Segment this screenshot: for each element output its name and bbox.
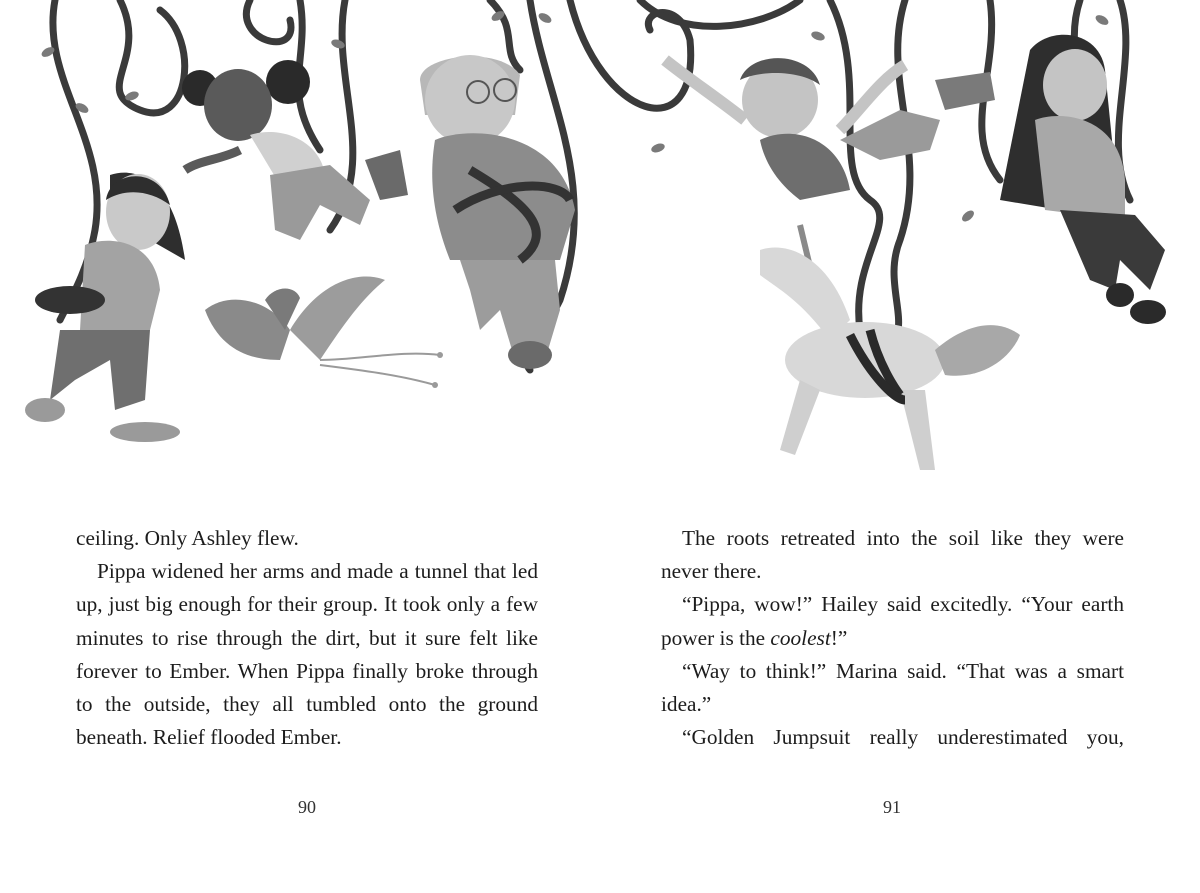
girl-crouching-figure (25, 173, 185, 442)
right-paragraph-4: “Golden Jumpsuit really underestimated you, (682, 725, 1124, 750)
phoenix-figure (205, 277, 443, 388)
right-paragraph-2-end: !” (830, 625, 848, 650)
boy-flying-figure (665, 58, 995, 200)
left-paragraph-2: Pippa widened her arms and made a tunnel that led up, just big enough for their group. It took only a few minutes to rise through the dirt, but it sure felt like forever to Ember. When Pippa finally broke through to the outside, they all tumbled onto the ground beneath. Relief flooded Ember. (76, 559, 538, 750)
right-paragraph-2-start: “Pippa, wow!” Hailey said excitedly. “Your earth power is the (661, 592, 1124, 650)
right-paragraph-1: The roots retreated into the soil like they were never there. (661, 526, 1124, 584)
emphasis-coolest: coolest (770, 625, 831, 650)
left-paragraph-1: ceiling. Only Ashley flew. (76, 526, 299, 550)
page-number-right: 91 (883, 797, 901, 817)
girl-right-figure (1000, 35, 1166, 324)
unicorn-figure (760, 225, 1020, 470)
right-paragraph-2 (661, 588, 1124, 654)
left-page-body (76, 522, 538, 754)
girl-leaping-figure (182, 60, 408, 240)
page-number-left: 90 (298, 797, 316, 817)
right-page-body (661, 522, 1124, 754)
right-paragraph-3: “Way to think!” Marina said. “That was a smart idea.” (661, 658, 1124, 717)
